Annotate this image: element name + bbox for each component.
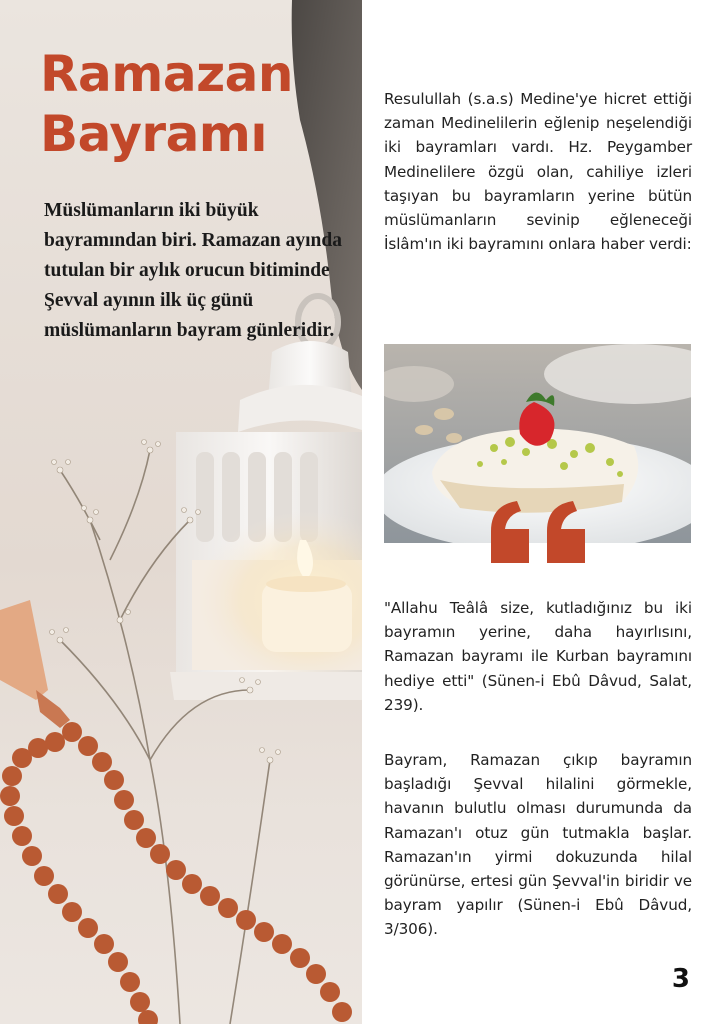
intro-text: Müslümanların iki büyük bayramından biri. Ramazan ayında tutulan bir aylık orucun bitiminde Şevval ayının ilk üç günü müslümanların bayram günleridir. <box>44 200 342 341</box>
title-line-1: Ramazan <box>40 45 294 103</box>
hadith-quote: "Allahu Teâlâ size, kutladığınız bu iki bayramın yerine, daha hayırlısını, Ramazan bayramı ile Kurban bayramını hediye etti" (Sünen-i Ebû Dâvud, Salat, 239). <box>384 599 692 714</box>
paragraph-1: Resulullah (s.a.s) Medine'ye hicret ettiği zaman Medinelilerin eğlenip neşelendiği iki bayramları vardı. Hz. Peygamber Medinelilere özgü olan, cahiliye izleri taşıyan bu bayramların yerine bütün müslümanların sevinip eğleneceği İslâm'ın iki bayramını onlara haber verdi: <box>384 90 692 254</box>
page-title <box>40 44 293 164</box>
page-number: 3 <box>671 964 690 994</box>
quote-icon <box>491 501 589 563</box>
title-line-2: Bayramı <box>40 105 268 163</box>
paragraph-2: Bayram, Ramazan çıkıp bayramın başladığı Şevval hilalini görmekle, havanın bulutlu olması durumunda da Ramazan'ı otuz gün tutmakla başlar. Ramazan'ın yirmi dokuzunda hilal görünürse, ertesi gün Şevval'in biridir ve bayram yapılır (Sünen-i Ebû Dâvud, 3/306). <box>384 751 692 939</box>
